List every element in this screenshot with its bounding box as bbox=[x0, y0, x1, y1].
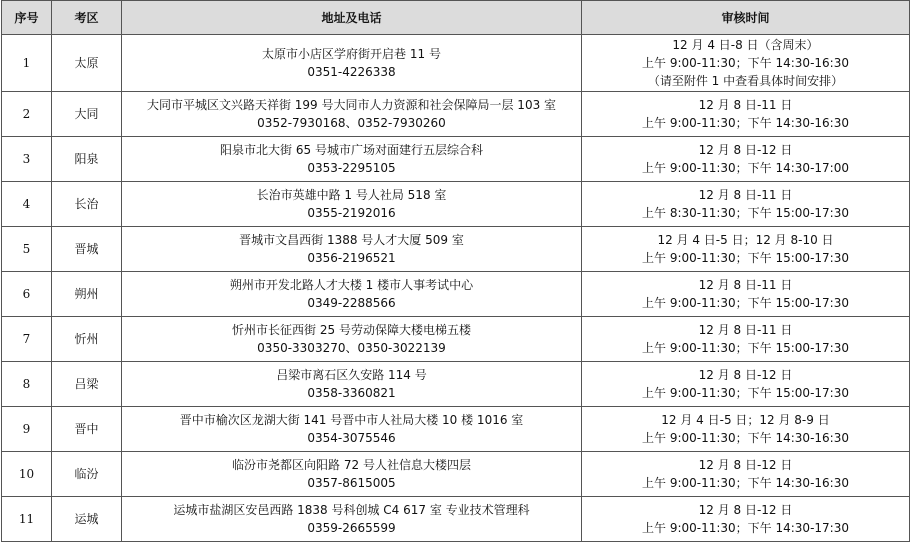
header-region: 考区 bbox=[52, 1, 122, 35]
row-time-cell bbox=[582, 137, 910, 182]
row-address-cell bbox=[122, 317, 582, 362]
table-row bbox=[2, 452, 910, 497]
row-address: 朔州市开发北路人才大楼 1 楼市人事考试中心 bbox=[229, 278, 474, 292]
row-region: 晋中 bbox=[52, 407, 122, 452]
row-address-cell bbox=[122, 407, 582, 452]
row-address: 运城市盐湖区安邑西路 1838 号科创城 C4 617 室 专业技术管理科 bbox=[173, 503, 530, 517]
row-index: 2 bbox=[2, 92, 52, 137]
row-address-cell bbox=[122, 182, 582, 227]
row-address-cell bbox=[122, 137, 582, 182]
row-time-line: 12 月 8 日-11 日 bbox=[698, 98, 793, 112]
row-time-cell bbox=[582, 35, 910, 92]
row-address-cell bbox=[122, 35, 582, 92]
header-row bbox=[2, 1, 910, 35]
row-address-cell bbox=[122, 362, 582, 407]
header-index: 序号 bbox=[2, 1, 52, 35]
row-address: 晋中市榆次区龙湖大街 141 号晋中市人社局大楼 10 楼 1016 室 bbox=[179, 413, 524, 427]
row-time-line: 12 月 8 日-12 日 bbox=[698, 368, 793, 382]
row-address: 晋城市文昌西街 1388 号人才大厦 509 室 bbox=[239, 233, 464, 247]
row-region: 临汾 bbox=[52, 452, 122, 497]
row-phone: 0357-8615005 bbox=[307, 476, 396, 490]
table-header bbox=[2, 1, 910, 35]
row-time-cell bbox=[582, 317, 910, 362]
table-row bbox=[2, 272, 910, 317]
row-region: 忻州 bbox=[52, 317, 122, 362]
table-row bbox=[2, 317, 910, 362]
row-time-line: 上午 8:30-11:30；下午 15:00-17:30 bbox=[642, 206, 849, 220]
table-row bbox=[2, 137, 910, 182]
row-phone: 0356-2196521 bbox=[307, 251, 396, 265]
row-address-cell bbox=[122, 452, 582, 497]
row-phone: 0351-4226338 bbox=[307, 65, 396, 79]
table-row bbox=[2, 407, 910, 452]
row-time-line: 12 月 8 日-11 日 bbox=[698, 278, 793, 292]
row-time-line: 上午 9:00-11:30；下午 14:30-17:30 bbox=[642, 521, 849, 535]
row-region: 朔州 bbox=[52, 272, 122, 317]
table-row bbox=[2, 227, 910, 272]
row-index: 10 bbox=[2, 452, 52, 497]
table-row bbox=[2, 497, 910, 542]
row-address: 临汾市尧都区向阳路 72 号人社信息大楼四层 bbox=[232, 458, 471, 472]
row-time-line: 上午 9:00-11:30；下午 14:30-16:30 bbox=[642, 56, 849, 70]
table-row bbox=[2, 92, 910, 137]
table-row bbox=[2, 182, 910, 227]
row-region: 阳泉 bbox=[52, 137, 122, 182]
row-region: 太原 bbox=[52, 35, 122, 92]
row-time-line: 上午 9:00-11:30；下午 15:00-17:30 bbox=[642, 251, 849, 265]
row-phone: 0354-3075546 bbox=[307, 431, 396, 445]
row-address: 大同市平城区文兴路天祥街 199 号大同市人力资源和社会保障局一层 103 室 bbox=[146, 98, 557, 112]
row-index: 8 bbox=[2, 362, 52, 407]
row-time-line: 12 月 8 日-12 日 bbox=[698, 458, 793, 472]
row-time-line: 12 月 4 日-5 日；12 月 8-10 日 bbox=[657, 233, 834, 247]
row-index: 7 bbox=[2, 317, 52, 362]
row-phone: 0352-7930168、0352-7930260 bbox=[257, 116, 446, 130]
row-phone: 0353-2295105 bbox=[307, 161, 396, 175]
row-phone: 0355-2192016 bbox=[307, 206, 396, 220]
row-index: 6 bbox=[2, 272, 52, 317]
row-time-cell bbox=[582, 272, 910, 317]
row-phone: 0358-3360821 bbox=[307, 386, 396, 400]
table-row bbox=[2, 35, 910, 92]
row-region: 运城 bbox=[52, 497, 122, 542]
row-time-line: 12 月 8 日-12 日 bbox=[698, 143, 793, 157]
row-time-cell bbox=[582, 227, 910, 272]
row-time-line: 上午 9:00-11:30；下午 15:00-17:30 bbox=[642, 386, 849, 400]
row-time-line: 12 月 8 日-11 日 bbox=[698, 188, 793, 202]
row-time-cell bbox=[582, 407, 910, 452]
header-address: 地址及电话 bbox=[122, 1, 582, 35]
row-address-cell bbox=[122, 272, 582, 317]
row-time-cell bbox=[582, 182, 910, 227]
row-index: 3 bbox=[2, 137, 52, 182]
row-address: 吕梁市离石区久安路 114 号 bbox=[276, 368, 427, 382]
row-time-cell bbox=[582, 92, 910, 137]
row-time-line: 上午 9:00-11:30；下午 14:30-17:00 bbox=[642, 161, 849, 175]
row-time-line: 上午 9:00-11:30；下午 14:30-16:30 bbox=[642, 116, 849, 130]
row-time-line: 12 月 8 日-12 日 bbox=[698, 503, 793, 517]
row-address-cell bbox=[122, 92, 582, 137]
row-region: 长治 bbox=[52, 182, 122, 227]
row-region: 晋城 bbox=[52, 227, 122, 272]
row-index: 5 bbox=[2, 227, 52, 272]
row-address: 长治市英雄中路 1 号人社局 518 室 bbox=[256, 188, 447, 202]
row-time-line: 上午 9:00-11:30；下午 15:00-17:30 bbox=[642, 296, 849, 310]
row-phone: 0350-3303270、0350-3022139 bbox=[257, 341, 446, 355]
row-time-line: （请至附件 1 中查看具体时间安排） bbox=[647, 74, 844, 88]
row-index: 9 bbox=[2, 407, 52, 452]
row-phone: 0349-2288566 bbox=[307, 296, 396, 310]
row-time-line: 12 月 4 日-5 日；12 月 8-9 日 bbox=[661, 413, 830, 427]
row-time-cell bbox=[582, 497, 910, 542]
row-region: 吕梁 bbox=[52, 362, 122, 407]
row-address: 阳泉市北大街 65 号城市广场对面建行五层综合科 bbox=[220, 143, 483, 157]
table-row bbox=[2, 362, 910, 407]
row-time-line: 12 月 8 日-11 日 bbox=[698, 323, 793, 337]
row-address: 忻州市长征西街 25 号劳动保障大楼电梯五楼 bbox=[232, 323, 471, 337]
row-phone: 0359-2665599 bbox=[307, 521, 396, 535]
row-address: 太原市小店区学府街开启巷 11 号 bbox=[262, 47, 441, 61]
row-address-cell bbox=[122, 497, 582, 542]
row-index: 11 bbox=[2, 497, 52, 542]
row-address-cell bbox=[122, 227, 582, 272]
exam-review-table bbox=[1, 0, 910, 542]
row-time-line: 12 月 4 日-8 日（含周末） bbox=[672, 38, 819, 52]
row-index: 4 bbox=[2, 182, 52, 227]
row-time-cell bbox=[582, 452, 910, 497]
table-body bbox=[2, 35, 910, 542]
row-region: 大同 bbox=[52, 92, 122, 137]
row-time-line: 上午 9:00-11:30；下午 15:00-17:30 bbox=[642, 341, 849, 355]
row-time-line: 上午 9:00-11:30；下午 14:30-16:30 bbox=[642, 476, 849, 490]
row-time-cell bbox=[582, 362, 910, 407]
header-time: 审核时间 bbox=[582, 1, 910, 35]
row-index: 1 bbox=[2, 35, 52, 92]
row-time-line: 上午 9:00-11:30；下午 14:30-16:30 bbox=[642, 431, 849, 445]
